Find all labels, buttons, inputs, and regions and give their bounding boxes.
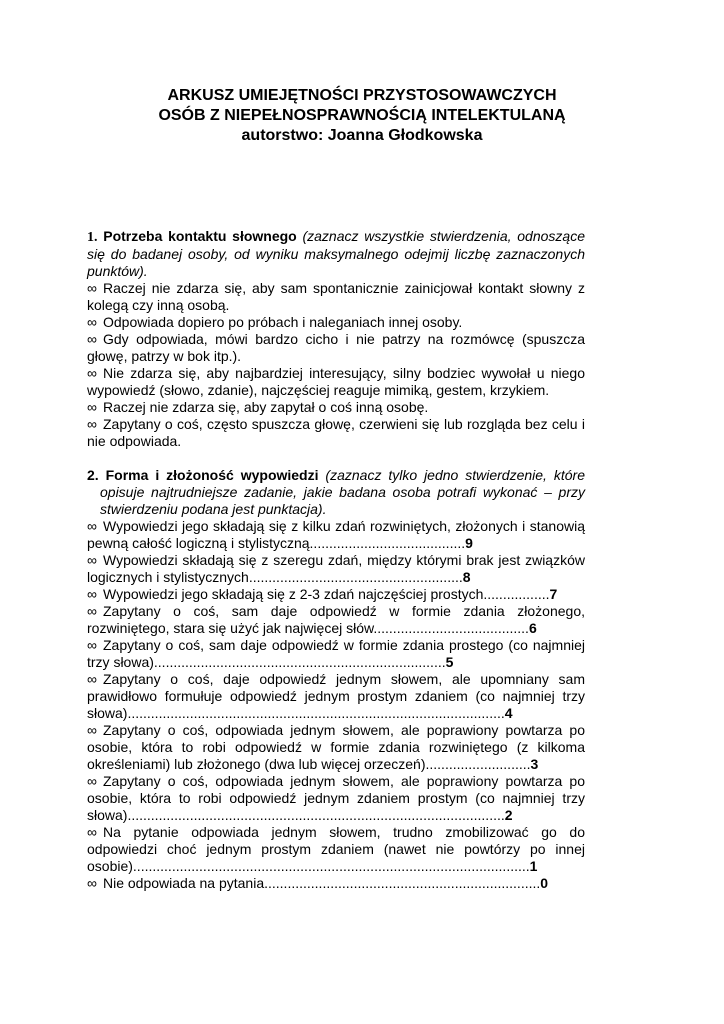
list-item: ∞ Raczej nie zdarza się, aby sam spontanicznie zainicjował kontakt słowny z kolegą czy inną osobą. bbox=[87, 280, 585, 313]
infinity-bullet-icon: ∞ bbox=[87, 773, 97, 789]
section-2-list bbox=[87, 518, 585, 892]
score-value: 7 bbox=[549, 586, 558, 602]
list-item: ∞ Wypowiedzi składają się z szeregu zdań, między którymi brak jest związków logicznych i stylistycznych.......................................................8 bbox=[87, 552, 585, 585]
section-1-instruction: (zaznacz wszystkie stwierdzenia, odnoszące się do badanej osoby, od wyniku maksymalnego odejmij liczbę zaznaczonych punktów). bbox=[87, 228, 585, 279]
list-item: ∞ Zapytany o coś, daje odpowiedź jednym słowem, ale upomniany sam prawidłowo formułuje odpowiedź jednym prostym zdaniem (co najmniej trzy słowa).................................................................................................4 bbox=[87, 671, 585, 721]
title-line-2: OSÓB Z NIEPEŁNOSPRAWNOŚCIĄ INTELEKTULANĄ bbox=[158, 107, 566, 124]
infinity-bullet-icon: ∞ bbox=[87, 280, 97, 296]
list-item: ∞ Nie zdarza się, aby najbardziej interesujący, silny bodziec wywołał u niego wypowiedź (słowo, zdanie), najczęściej reaguje mimiką, gestem, krzykiem. bbox=[87, 365, 585, 398]
section-2-heading bbox=[87, 467, 585, 518]
infinity-bullet-icon: ∞ bbox=[87, 603, 97, 619]
infinity-bullet-icon: ∞ bbox=[87, 722, 97, 738]
list-item: ∞ Gdy odpowiada, mówi bardzo cicho i nie patrzy na rozmówcę (spuszcza głowę, patrzy w bok itp.). bbox=[87, 331, 585, 364]
list-item: ∞ Odpowiada dopiero po próbach i naleganiach innej osoby. bbox=[87, 314, 463, 330]
section-1-list bbox=[87, 280, 585, 450]
infinity-bullet-icon: ∞ bbox=[87, 586, 97, 602]
list-item: ∞ Wypowiedzi jego składają się z kilku zdań rozwiniętych, złożonych i stanowią pewną całość logiczną i stylistyczną........................................9 bbox=[87, 518, 585, 551]
list-item: ∞ Zapytany o coś, odpowiada jednym słowem, ale poprawiony powtarza po osobie, która to robi odpowiedź jednym zdaniem prostym (co najmniej trzy słowa).................................................................................................2 bbox=[87, 773, 585, 823]
infinity-bullet-icon: ∞ bbox=[87, 671, 97, 687]
section-1-title: Potrzeba kontaktu słownego bbox=[103, 228, 297, 244]
score-value: 2 bbox=[504, 807, 513, 823]
list-item: ∞ Na pytanie odpowiada jednym słowem, trudno zmobilizować go do odpowiedzi choć jednym prostym zdaniem (nawet nie powtórzy po innej osobie)......................................................................................................1 bbox=[87, 824, 585, 874]
document-body bbox=[87, 228, 585, 892]
infinity-bullet-icon: ∞ bbox=[87, 824, 97, 840]
score-value: 6 bbox=[528, 620, 537, 636]
section-1-heading bbox=[87, 228, 585, 280]
infinity-bullet-icon: ∞ bbox=[87, 314, 97, 330]
score-value: 1 bbox=[529, 858, 538, 874]
score-value: 9 bbox=[465, 535, 473, 551]
document-title bbox=[0, 86, 724, 146]
score-value: 4 bbox=[504, 705, 513, 721]
list-item: ∞ Wypowiedzi jego składają się z 2-3 zdań najczęściej prostych.................7 bbox=[87, 586, 558, 602]
score-value: 0 bbox=[540, 875, 549, 891]
title-line-1: ARKUSZ UMIEJĘTNOŚCI PRZYSTOSOWAWCZYCH bbox=[167, 87, 557, 104]
section-2-number: 2. bbox=[87, 467, 99, 483]
section-1-number: 1. bbox=[87, 230, 98, 245]
score-value: 5 bbox=[445, 654, 454, 670]
infinity-bullet-icon: ∞ bbox=[87, 399, 97, 415]
title-author: autorstwo: Joanna Głodkowska bbox=[241, 127, 483, 144]
list-item: ∞ Zapytany o coś, sam daje odpowiedź w formie zdania złożonego, rozwiniętego, stara się użyć jak najwięcej słów........................................6 bbox=[87, 603, 585, 636]
score-value: 8 bbox=[462, 569, 471, 585]
section-2-instruction: (zaznacz tylko jedno stwierdzenie, które opisuje najtrudniejsze zadanie, jakie badana osoba potrafi wykonać – przy stwierdzeniu podana jest punktacja). bbox=[100, 467, 585, 517]
infinity-bullet-icon: ∞ bbox=[87, 331, 97, 347]
infinity-bullet-icon: ∞ bbox=[87, 637, 97, 653]
list-item: ∞ Zapytany o coś, często spuszcza głowę, czerwieni się lub rozgląda bez celu i nie odpowiada. bbox=[87, 416, 585, 449]
list-item: ∞ Nie odpowiada na pytania.......................................................................0 bbox=[87, 875, 549, 891]
infinity-bullet-icon: ∞ bbox=[87, 365, 97, 381]
list-item: ∞ Raczej nie zdarza się, aby zapytał o coś inną osobę. bbox=[87, 399, 429, 415]
infinity-bullet-icon: ∞ bbox=[87, 552, 97, 568]
list-item: ∞ Zapytany o coś, sam daje odpowiedź w formie zdania prostego (co najmniej trzy słowa)...........................................................................5 bbox=[87, 637, 585, 670]
infinity-bullet-icon: ∞ bbox=[87, 875, 97, 891]
section-2-title: Forma i złożoność wypowiedzi bbox=[105, 467, 319, 483]
list-item: ∞ Zapytany o coś, odpowiada jednym słowem, ale poprawiony powtarza po osobie, która to robi odpowiedź w formie zdania rozwiniętego (z kilkoma określeniami) lub złożonego (dwa lub więcej orzeczeń)...........................3 bbox=[87, 722, 585, 772]
infinity-bullet-icon: ∞ bbox=[87, 518, 97, 534]
infinity-bullet-icon: ∞ bbox=[87, 416, 97, 432]
score-value: 3 bbox=[530, 756, 539, 772]
